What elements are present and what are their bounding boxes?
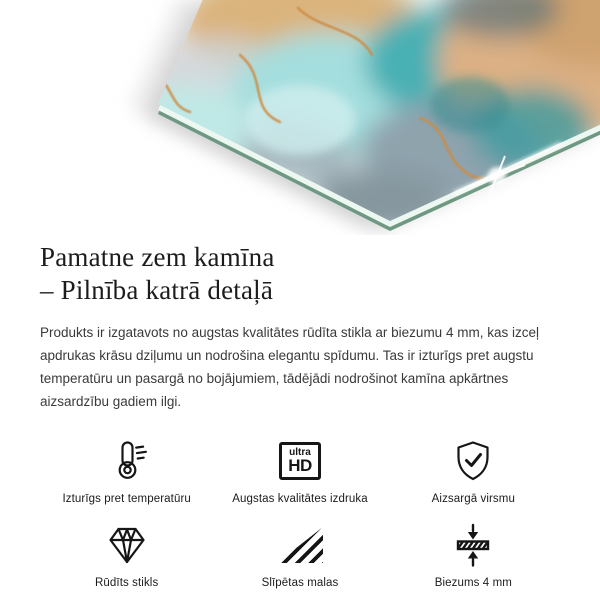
polished-edges-icon <box>270 521 330 569</box>
ultra-hd-icon <box>270 437 330 485</box>
glass-panel-illustration <box>0 0 600 235</box>
feature-protection <box>387 437 560 505</box>
feature-label: Izturīgs pret temperatūru <box>62 493 191 505</box>
feature-label: Aizsargā virsmu <box>431 493 515 505</box>
feature-label: Slīpētas malas <box>261 577 339 589</box>
feature-label: Rūdīts stikls <box>95 577 159 589</box>
feature-polished-edges <box>213 521 386 589</box>
feature-tempered-glass <box>40 521 213 589</box>
page-title-line1: Pamatne zem kamīna <box>40 242 275 272</box>
feature-print-quality <box>213 437 386 505</box>
uhd-badge-top: ultra <box>289 447 311 458</box>
uhd-badge-bottom: HD <box>288 456 312 475</box>
feature-label: Biezums 4 mm <box>434 577 512 589</box>
feature-grid <box>40 437 560 589</box>
thickness-icon <box>443 521 503 569</box>
thermometer-icon <box>97 437 157 485</box>
page-title-line2: – Pilnība katrā detaļā <box>40 275 274 305</box>
feature-temperature <box>40 437 213 505</box>
feature-thickness <box>387 521 560 589</box>
page-title <box>40 241 560 307</box>
product-description: Produkts ir izgatavots no augstas kvalitātes rūdīta stikla ar biezumu 4 mm, kas izceļ apdrukas krāsu dziļumu un nodrošina elegantu spīdumu. Tas ir izturīgs pret augstu temperatūru un pasargā no bojājumiem, tādējādi nodrošinot kamīna apkārtnes aizsardzību gadiem ilgi. <box>40 325 539 409</box>
product-image <box>0 0 600 235</box>
diamond-icon <box>97 521 157 569</box>
shield-check-icon <box>443 437 503 485</box>
feature-label: Augstas kvalitātes izdruka <box>232 493 368 505</box>
